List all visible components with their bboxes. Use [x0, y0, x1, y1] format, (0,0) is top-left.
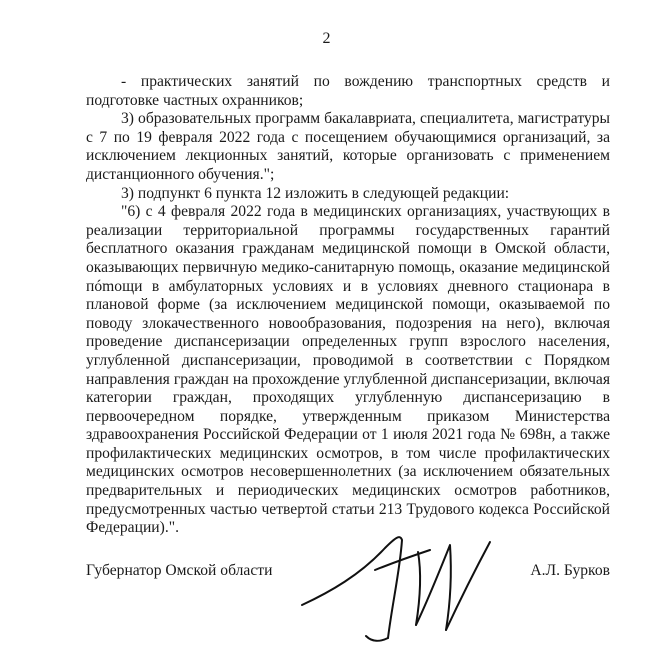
- paragraph-subclause-amendment: 3) подпункт 6 пункта 12 изложить в следующей редакции:: [121, 184, 510, 202]
- signatory-title: Губернатор Омской области: [86, 562, 273, 579]
- page-number: 2: [322, 30, 331, 47]
- paragraph-educational-programs: 3) образовательных программ бакалавриата, специалитета, магистратуры с 7 по 19 февраля 2022 года с посещением обучающимися организаций, за исключением лекционных занятий, которые организовать с применением дистанционного обучения.";: [86, 110, 610, 183]
- document-body: [86, 73, 610, 538]
- paragraph-medical-organizations: "6) с 4 февраля 2022 года в медицинских организациях, участвующих в реализации территориальной программы государственных гарантий бесплатного оказания гражданам медицинской помощи в Омской области, оказывающих первичную медико-санитарную помощь, оказание медицинской пómощи в амбулаторных условиях и в условиях дневного стационара в плановой форме (за исключением медицинской помощи, оказываемой по поводу злокачественного новообразования, подозрения на него), включая проведение диспансеризации определенных групп взрослого населения, углубленной диспансеризации, проводимой в соответствии с Порядком направления граждан на прохождение углубленной диспансеризации, включая категории граждан, проходящих углубленную диспансеризацию в первоочередном порядке, утвержденным приказом Министерства здравоохранения Российской Федерации от 1 июля 2021 года № 698н, а также профилактических медицинских осмотров, в том числе профилактических медицинских осмотров несовершеннолетних (за исключением обязательных предварительных и периодических медицинских осмотров работников, предусмотренных частью четвертой статьи 213 Трудового кодекса Российской Федерации).".: [86, 203, 610, 537]
- handwritten-signature: [300, 530, 500, 645]
- paragraph-practical-classes: - практических занятий по вождению транспортных средств и подготовке частных охранников;: [86, 73, 610, 109]
- signatory-name: А.Л. Бурков: [530, 562, 610, 579]
